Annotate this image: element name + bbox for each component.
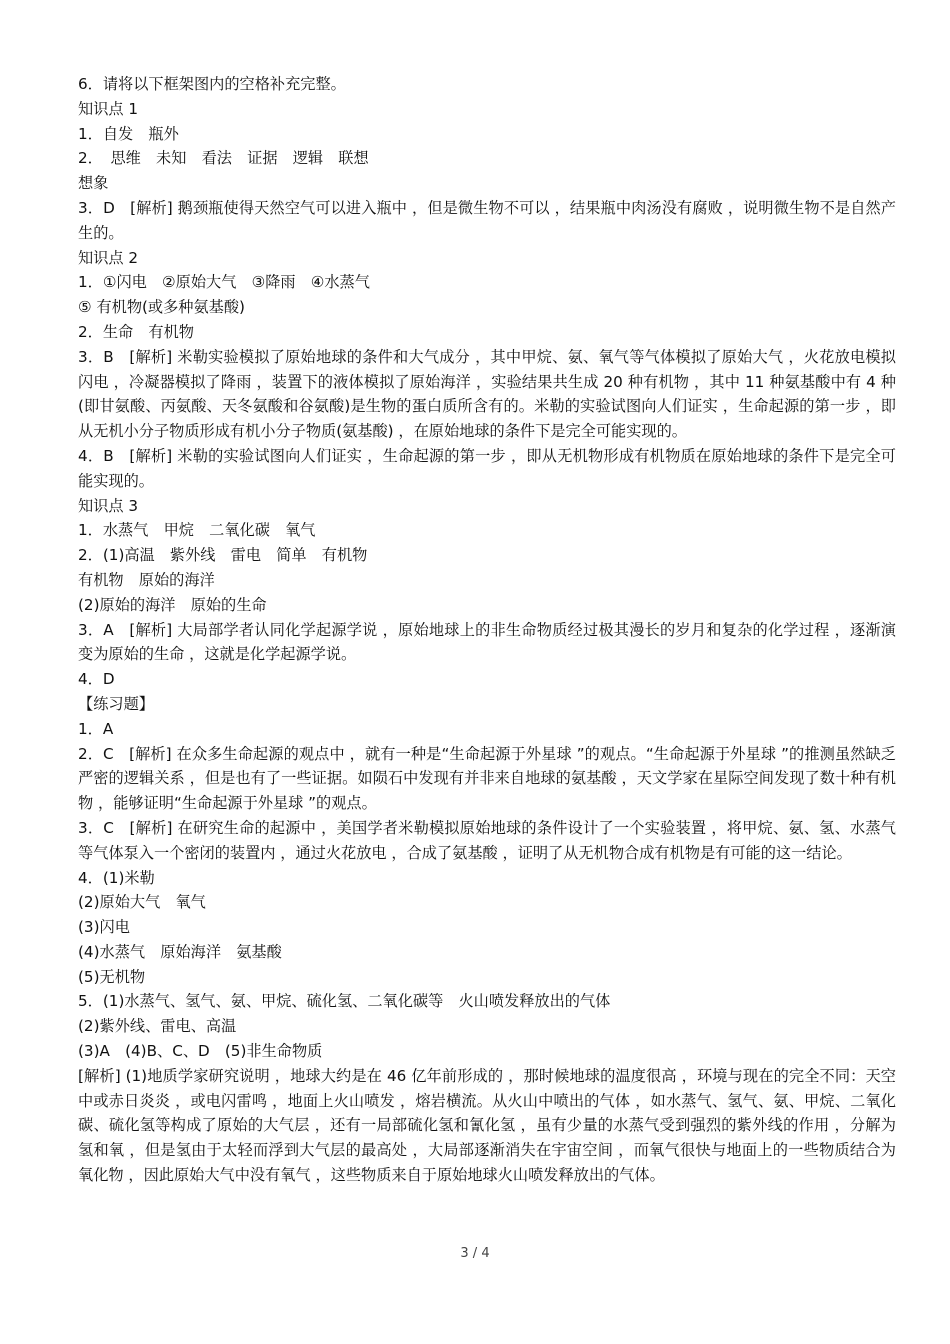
text-line: 1．水蒸气 甲烷 二氧化碳 氧气 (78, 521, 316, 540)
text-line: 3．B [解析] 米勒实验模拟了原始地球的条件和大气成分 ，其中甲烷、氨、氧气等气体模拟了原始大气 ，火花放电模拟闪电 ，冷凝器模拟了降雨 ，装置下的液体模拟了原始海洋 ，实验结果共生成 20 种有机物 ，其中 11 种氨基酸中有 4 种(即甘氨酸、丙氨酸、天冬氨酸和谷氨酸)是生物的蛋白质所含有的。米勒的实验试图向人们证实 ，生命起源的第一步 ，即从无机小分子物质形成有机小分子物质(氨基酸) ，在原始地球的条件下是完全可能实现的。 (78, 347, 896, 441)
text-line: (2)紫外线、雷电、高温 (78, 1017, 237, 1036)
text-line: 2．C [解析] 在众多生命起源的观点中 ，就有一种是“生命起源于外星球 ”的观点。“生命起源于外星球 ”的推测虽然缺乏严密的逻辑关系 ，但是也有了一些证据。如陨石中发现有并非来自地球的氨基酸 ，天文学家在星际空间发现了数十种有机物 ，能够证明“生命起源于外星球 ”的观点。 (78, 744, 896, 813)
text-line: [解析] (1)地质学家研究说明 ，地球大约是在 46 亿年前形成的 ，那时候地球的温度很高 ，环境与现在的完全不同：天空中或赤日炎炎 ，或电闪雷鸣 ，地面上火山喷发 ，熔岩横流。从火山中喷出的气体 ，如水蒸气、氢气、氨、甲烷、二氧化碳、硫化氢等构成了原始的大气层 ，还有一局部硫化氢和氰化氢 ，虽有少量的水蒸气受到强烈的紫外线的作用 ，分解为氢和氧 ，但是氢由于太轻而浮到大气层的最高处 ，大局部逐渐消失在宇宙空间 ，而氧气很快与地面上的一些物质结合为氧化物 ，因此原始大气中没有氧气 ，这些物质来自于原始地球火山喷发释放出的气体。 (78, 1066, 896, 1185)
text-line: 1．A (78, 719, 114, 738)
text-line: 知识点 2 (78, 248, 139, 267)
text-line: 4．(1)米勒 (78, 868, 155, 887)
document-body (78, 72, 896, 1188)
text-line: 知识点 1 (78, 99, 139, 118)
page-number: 3 / 4 (460, 1246, 490, 1261)
text-line: 4．D (78, 670, 115, 689)
text-line: 3．C [解析] 在研究生命的起源中 ，美国学者米勒模拟原始地球的条件设计了一个实验装置 ，将甲烷、氨、氢、水蒸气等气体泵入一个密闭的装置内 ，通过火花放电 ，合成了氨基酸 ，证明了从无机物合成有机物是有可能的这一结论。 (78, 818, 896, 862)
text-line: 4．B [解析] 米勒的实验试图向人们证实 ，生命起源的第一步 ，即从无机物形成有机物质在原始地球的条件下是完全可能实现的。 (78, 446, 896, 490)
text-line: 5．(1)水蒸气、氢气、氨、甲烷、硫化氢、二氧化碳等 火山喷发释放出的气体 (78, 992, 611, 1011)
text-line: 1．①闪电 ②原始大气 ③降雨 ④水蒸气 (78, 273, 370, 292)
text-line: 【练习题】 (78, 694, 154, 713)
text-line: (3)A (4)B、C、D (5)非生命物质 (78, 1042, 323, 1061)
text-line: (2)原始大气 氧气 (78, 893, 206, 912)
text-line: (4)水蒸气 原始海洋 氨基酸 (78, 942, 282, 961)
text-line: 2．(1)高温 紫外线 雷电 简单 有机物 (78, 546, 368, 565)
text-line: ⑤ 有机物(或多种氨基酸) (78, 298, 245, 317)
text-line: (3)闪电 (78, 918, 130, 937)
text-line: 想象 (78, 174, 109, 193)
text-line: (2)原始的海洋 原始的生命 (78, 595, 267, 614)
text-line: 有机物 原始的海洋 (78, 570, 215, 589)
text-line: 6．请将以下框架图内的空格补充完整。 (78, 75, 346, 93)
text-line: 2．生命 有机物 (78, 322, 194, 341)
text-line: 3．D [解析] 鹅颈瓶使得天然空气可以进入瓶中 ，但是微生物不可以 ，结果瓶中肉汤没有腐败 ，说明微生物不是自然产生的。 (78, 198, 896, 242)
text-line: 知识点 3 (78, 496, 139, 515)
text-line: (5)无机物 (78, 967, 146, 986)
text-line: 3．A [解析] 大局部学者认同化学起源学说 ，原始地球上的非生命物质经过极其漫长的岁月和复杂的化学过程 ，逐渐演变为原始的生命 ，这就是化学起源学说。 (78, 620, 896, 664)
text-line: 2． 思维 未知 看法 证据 逻辑 联想 (78, 149, 369, 168)
text-line: 1．自发 瓶外 (78, 124, 179, 143)
